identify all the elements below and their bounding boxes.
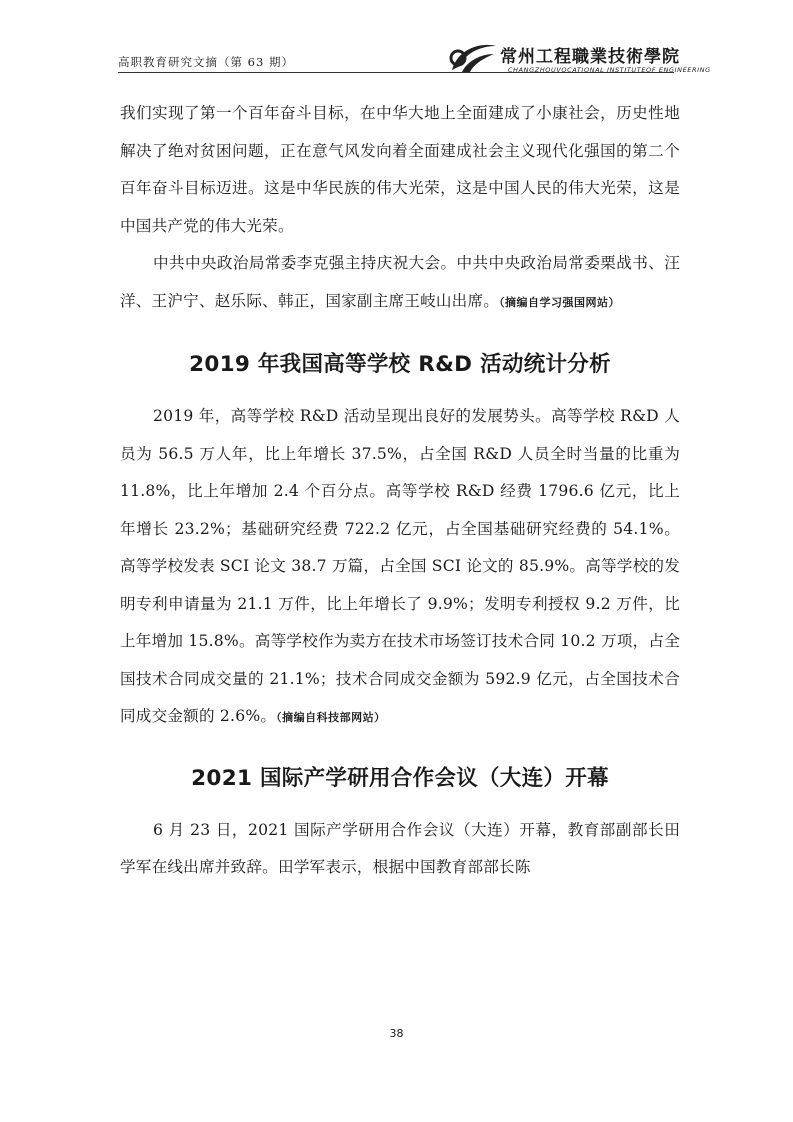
- page-content: [120, 95, 680, 887]
- swoosh-logo-icon: [448, 40, 498, 76]
- article2-paragraph-1-text: 2019 年，高等学校 R&D 活动呈现出良好的发展势头。高等学校 R&D 人员为 56.5 万人年，比上年增长 37.5%，占全国 R&D 人员全时当量的比重为 11.8%，比上年增加 2.4 个百分点。高等学校 R&D 经费 1796.6 亿元，比上年增长 23.2%；基础研究经费 722.2 亿元，占全国基础研究经费的 54.1%。高等学校发表 SCI 论文 38.7 万篇，占全国 SCI 论文的 85.9%。高等学校的发明专利申请量为 21.1 万件，比上年增长了 9.9%；发明专利授权 9.2 万件，比上年增加 15.8%。高等学校作为卖方在技术市场签订技术合同 10.2 万项，占全国技术合同成交量的 21.1%；技术合同成交金额为 592.9 亿元，占全国技术合同成交金额的 2.6%。: [120, 407, 680, 725]
- article1-paragraph-1: 我们实现了第一个百年奋斗目标，在中华大地上全面建成了小康社会，历史性地解决了绝对贫困问题，正在意气风发向着全面建成社会主义现代化强国的第二个百年奋斗目标迈进。这是中华民族的伟大光荣，这是中国人民的伟大光荣，这是中国共产党的伟大光荣。: [120, 104, 680, 235]
- page-number: 38: [389, 1027, 404, 1040]
- page-header: [118, 38, 711, 80]
- logo-english-name: CHANGZHOUVOCATIONAL INSTITUTEOF ENGINEERING: [508, 66, 711, 74]
- logo-chinese-name: 常州工程職業技術學院: [500, 47, 680, 67]
- header-divider: [118, 72, 674, 73]
- journal-title: 高职教育研究文摘（第 63 期）: [118, 55, 294, 69]
- article2-paragraph-1: [120, 398, 680, 737]
- article3-paragraph-1: 6 月 23 日，2021 国际产学研用合作会议（大连）开幕，教育部副部长田学军在线出席并致辞。田学军表示，根据中国教育部部长陈: [120, 820, 680, 876]
- article2-title: 2019 年我国高等学校 R&D 活动统计分析: [189, 352, 611, 377]
- article1-source: （摘编自学习强国网站）: [499, 295, 621, 309]
- article1-paragraph-2: [120, 245, 680, 321]
- college-logo: [448, 38, 711, 80]
- article1-paragraph-2-text: 中共中央政治局常委李克强主持庆祝大会。中共中央政治局常委栗战书、汪洋、王沪宁、赵乐际、韩正，国家副主席王岐山出席。: [120, 254, 680, 310]
- article3-title: 2021 国际产学研用合作会议（大连）开幕: [191, 765, 609, 791]
- article2-source: （摘编自科技部网站）: [276, 711, 386, 724]
